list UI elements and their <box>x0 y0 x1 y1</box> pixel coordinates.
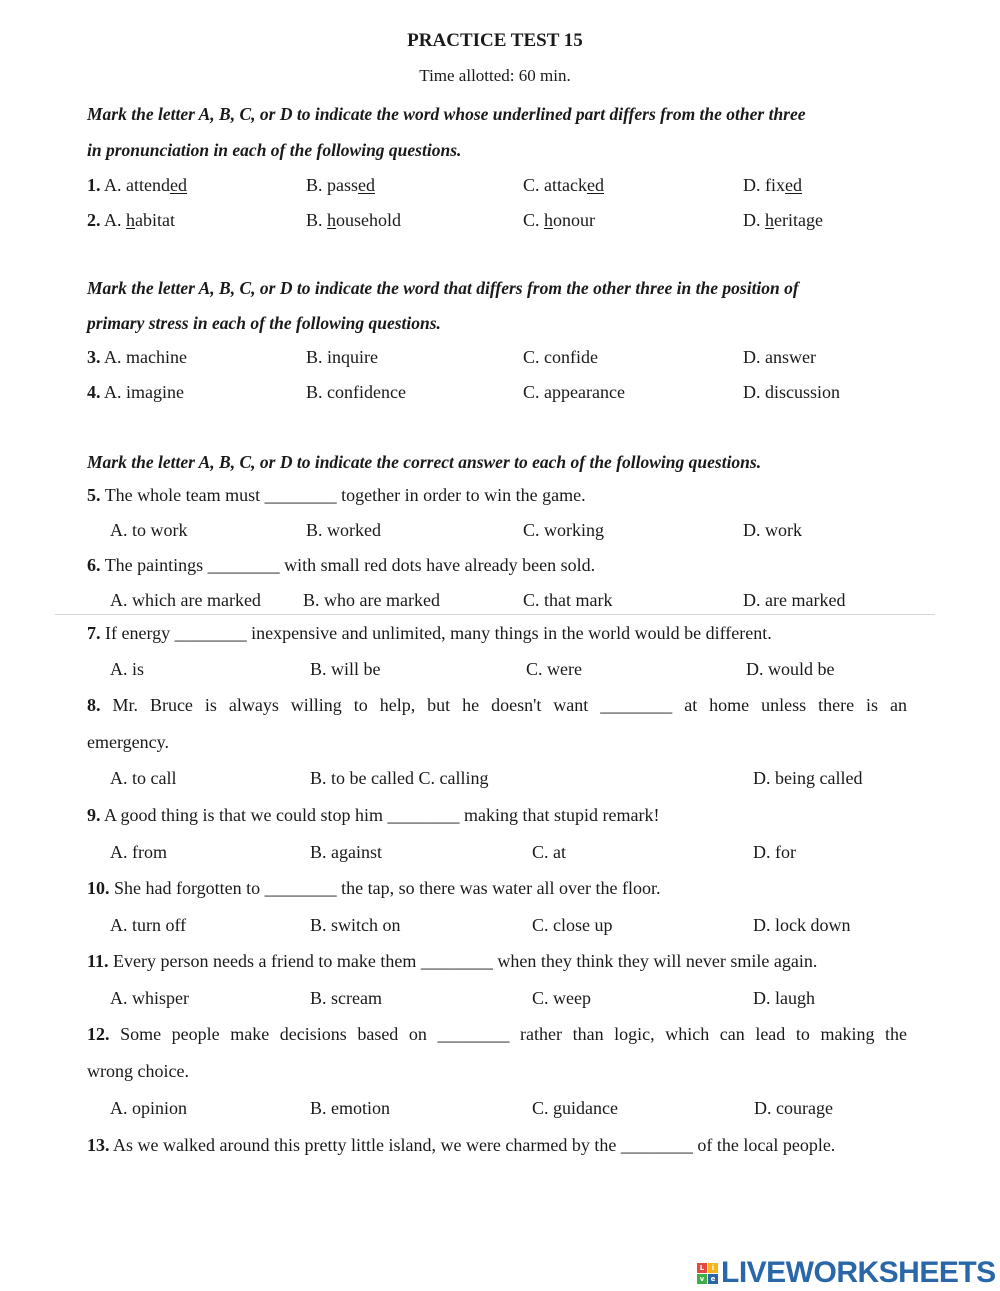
question-2-option-c[interactable]: C. honour <box>523 210 596 230</box>
question-6-option-b[interactable]: B. who are marked <box>303 590 440 610</box>
question-13 <box>87 1135 835 1156</box>
question-text: Some people make decisions based on ________ rather than logic, which can lead to making the <box>120 1024 908 1044</box>
logo-tile: L <box>697 1263 707 1273</box>
question-12 <box>87 1024 907 1045</box>
question-number: 1. <box>87 175 101 195</box>
instruction-pronunciation-line2: in pronunciation in each of the following questions. <box>87 140 462 160</box>
question-number: 3. <box>87 347 101 367</box>
brand-name: LIVEWORKSHEETS <box>721 1256 996 1289</box>
question-6-option-a[interactable]: A. which are marked <box>110 590 261 610</box>
question-6 <box>87 555 595 576</box>
question-10-option-a[interactable]: A. turn off <box>110 915 187 935</box>
question-12-option-b[interactable]: B. emotion <box>310 1098 390 1118</box>
logo-tile: e <box>708 1274 718 1284</box>
question-11 <box>87 951 817 972</box>
question-2 <box>87 210 175 231</box>
question-1-option-b[interactable]: B. passed <box>306 175 376 195</box>
question-6-option-d[interactable]: D. are marked <box>743 590 846 610</box>
question-5-option-d[interactable]: D. work <box>743 520 802 540</box>
question-number: 4. <box>87 382 101 402</box>
question-number: 5. <box>87 485 101 505</box>
question-1 <box>87 175 187 196</box>
question-number: 13. <box>87 1135 110 1155</box>
question-12-option-c[interactable]: C. guidance <box>532 1098 618 1118</box>
question-9 <box>87 805 659 826</box>
question-10-option-d[interactable]: D. lock down <box>753 915 851 935</box>
question-text: The whole team must ________ together in order to win the game. <box>104 485 586 505</box>
question-text: She had forgotten to ________ the tap, so there was water all over the floor. <box>114 878 661 898</box>
question-10-option-b[interactable]: B. switch on <box>310 915 401 935</box>
question-number: 12. <box>87 1024 110 1044</box>
question-number: 7. <box>87 623 101 643</box>
question-10-option-c[interactable]: C. close up <box>532 915 613 935</box>
question-4-option-c[interactable]: C. appearance <box>523 382 625 402</box>
question-number: 6. <box>87 555 101 575</box>
question-text: The paintings ________ with small red dots have already been sold. <box>104 555 596 575</box>
question-8-option-b-c[interactable]: B. to be called C. calling <box>310 768 489 788</box>
question-7-option-b[interactable]: B. will be <box>310 659 381 679</box>
question-7-option-d[interactable]: D. would be <box>746 659 835 679</box>
question-text: As we walked around this pretty little island, we were charmed by the ________ of the local people. <box>113 1135 836 1155</box>
question-5 <box>87 485 586 506</box>
question-6-option-c[interactable]: C. that mark <box>523 590 613 610</box>
question-4-option-b[interactable]: B. confidence <box>306 382 406 402</box>
question-number: 9. <box>87 805 101 825</box>
question-5-option-a[interactable]: A. to work <box>110 520 188 540</box>
option-a[interactable]: A. attended <box>104 175 187 195</box>
logo-tile: v <box>697 1274 707 1284</box>
question-9-option-b[interactable]: B. against <box>310 842 382 862</box>
question-1-option-c[interactable]: C. attacked <box>523 175 604 195</box>
question-9-option-a[interactable]: A. from <box>110 842 167 862</box>
question-4-option-d[interactable]: D. discussion <box>743 382 841 402</box>
question-11-option-b[interactable]: B. scream <box>310 988 382 1008</box>
question-1-option-d[interactable]: D. fixed <box>743 175 802 195</box>
option-a[interactable]: A. habitat <box>104 210 175 230</box>
question-2-option-b[interactable]: B. household <box>306 210 402 230</box>
page-divider <box>55 614 935 615</box>
question-7 <box>87 623 772 644</box>
question-11-option-a[interactable]: A. whisper <box>110 988 189 1008</box>
question-3-option-c[interactable]: C. confide <box>523 347 598 367</box>
time-allotted: Time allotted: 60 min. <box>419 66 571 85</box>
question-8-text-continued: emergency. <box>87 732 169 752</box>
question-text: If energy ________ inexpensive and unlimited, many things in the world would be different. <box>105 623 772 643</box>
question-10 <box>87 878 661 899</box>
question-number: 8. <box>87 695 101 715</box>
logo-tile: i <box>708 1263 718 1273</box>
question-9-option-d[interactable]: D. for <box>753 842 796 862</box>
question-text: Mr. Bruce is always willing to help, but he doesn't want ________ at home unless there is an <box>112 695 907 715</box>
question-5-option-c[interactable]: C. working <box>523 520 604 540</box>
question-8 <box>87 695 907 716</box>
question-number: 11. <box>87 951 109 971</box>
question-4 <box>87 382 184 403</box>
question-12-option-d[interactable]: D. courage <box>754 1098 833 1118</box>
question-11-option-c[interactable]: C. weep <box>532 988 591 1008</box>
question-number: 2. <box>87 210 101 230</box>
question-11-option-d[interactable]: D. laugh <box>753 988 815 1008</box>
instruction-stress-line2: primary stress in each of the following questions. <box>87 313 441 333</box>
question-9-option-c[interactable]: C. at <box>532 842 566 862</box>
question-3 <box>87 347 187 368</box>
question-3-option-b[interactable]: B. inquire <box>306 347 378 367</box>
question-12-option-a[interactable]: A. opinion <box>110 1098 188 1118</box>
question-8-option-d[interactable]: D. being called <box>753 768 863 788</box>
question-7-option-a[interactable]: A. is <box>110 659 145 679</box>
instruction-correct-answer: Mark the letter A, B, C, or D to indicate the correct answer to each of the following questions. <box>87 452 762 472</box>
instruction-pronunciation-line1: Mark the letter A, B, C, or D to indicate the word whose underlined part differs from the other three <box>87 104 806 124</box>
option-a[interactable]: A. machine <box>104 347 187 367</box>
instruction-stress-line1: Mark the letter A, B, C, or D to indicate the word that differs from the other three in the position of <box>87 278 799 298</box>
question-12-text-continued: wrong choice. <box>87 1061 189 1081</box>
question-5-option-b[interactable]: B. worked <box>306 520 381 540</box>
logo-mark-icon <box>697 1263 718 1284</box>
question-7-option-c[interactable]: C. were <box>526 659 582 679</box>
question-text: A good thing is that we could stop him ________ making that stupid remark! <box>104 805 660 825</box>
liveworksheets-logo[interactable] <box>697 1256 996 1290</box>
question-3-option-d[interactable]: D. answer <box>743 347 816 367</box>
page-title: PRACTICE TEST 15 <box>407 30 583 51</box>
question-2-option-d[interactable]: D. heritage <box>743 210 823 230</box>
question-text: Every person needs a friend to make them ________ when they think they will never smile again. <box>113 951 818 971</box>
option-a[interactable]: A. imagine <box>104 382 184 402</box>
question-8-option-a[interactable]: A. to call <box>110 768 177 788</box>
question-number: 10. <box>87 878 110 898</box>
